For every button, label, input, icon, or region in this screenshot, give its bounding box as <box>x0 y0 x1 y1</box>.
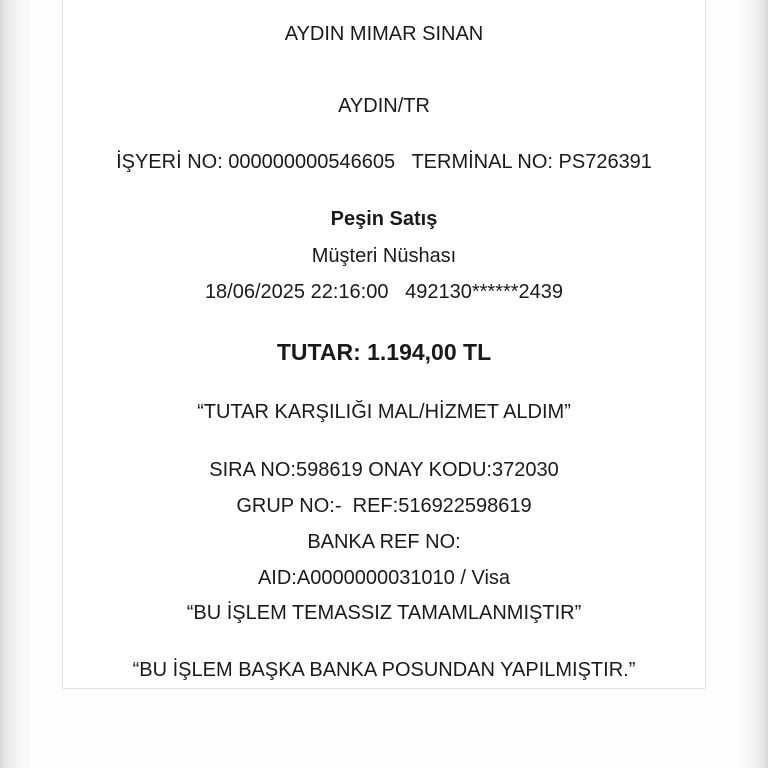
pos-receipt <box>62 0 706 689</box>
sequence-approval-code: SIRA NO:598619 ONAY KODU:372030 <box>209 459 559 481</box>
bank-reference: BANKA REF NO: <box>307 531 461 553</box>
other-bank-pos-note: “BU İŞLEM BAŞKA BANKA POSUNDAN YAPILMIŞTIR.” <box>132 659 636 681</box>
group-reference: GRUP NO:- REF:516922598619 <box>236 495 532 517</box>
transaction-type: Peşin Satış <box>330 208 438 230</box>
amount-total: TUTAR: 1.194,00 TL <box>276 339 492 365</box>
datetime-card-number: 18/06/2025 22:16:00 492130******2439 <box>204 281 564 303</box>
copy-type: Müşteri Nüshası <box>311 245 457 267</box>
merchant-location: AYDIN/TR <box>338 95 430 117</box>
acknowledgement-text: “TUTAR KARŞILIĞI MAL/HİZMET ALDIM” <box>197 401 571 423</box>
merchant-terminal-numbers: İŞYERİ NO: 000000000546605 TERMİNAL NO: PS726391 <box>116 151 652 173</box>
contactless-note: “BU İŞLEM TEMASSIZ TAMAMLANMIŞTIR” <box>186 602 582 624</box>
page-edge-left <box>0 0 30 768</box>
aid-card-scheme: AID:A0000000031010 / Visa <box>257 567 511 589</box>
page-edge-right <box>740 0 768 768</box>
merchant-name: AYDIN MIMAR SINAN <box>284 23 484 45</box>
